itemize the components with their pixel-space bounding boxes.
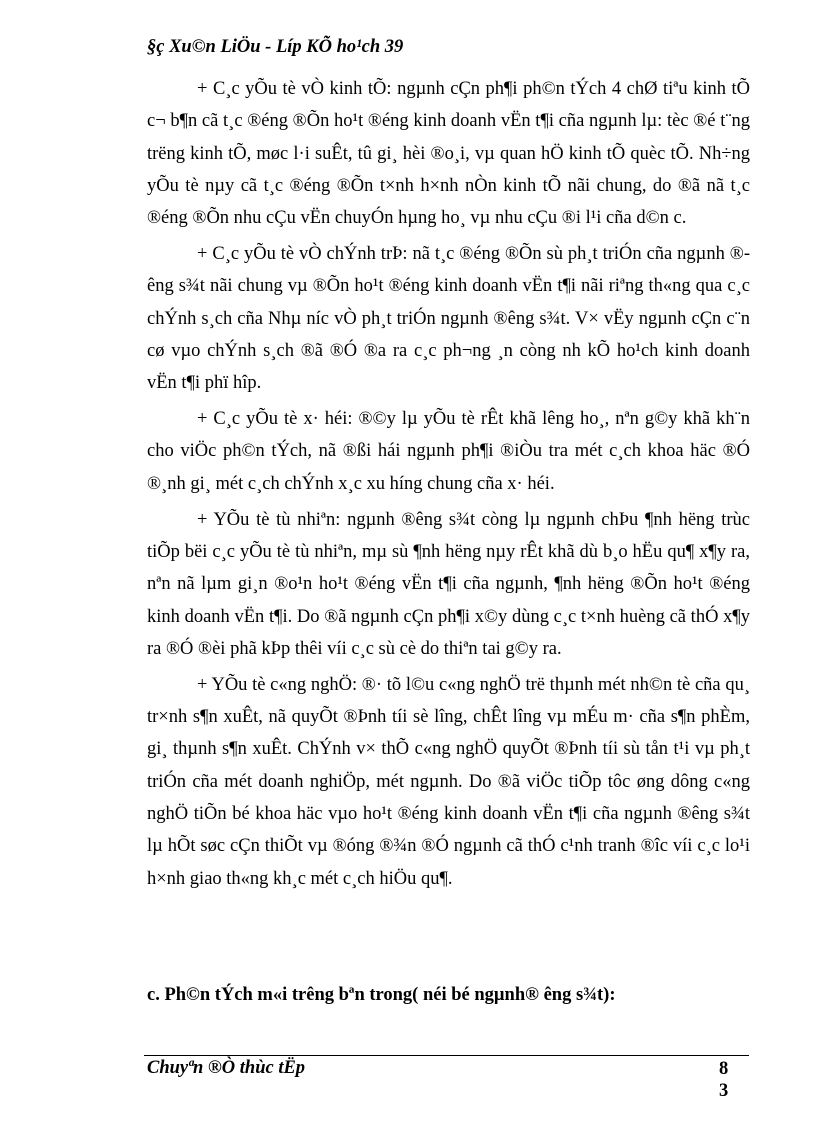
section-heading: c. Ph©n tÝch m«i trêng bªn trong( néi bé ngµnh® êng s¾t):: [147, 985, 616, 1005]
footer-title: Chuyªn ®Ò thùc tËp: [147, 1058, 306, 1078]
paragraph-economic-factors: + C¸c yÕu tè vÒ kinh tÕ: ngµnh cÇn ph¶i ph©n tÝch 4 chØ tiªu kinh tÕ c¬ b¶n cã t¸c ®éng ®Õn ho¹t ®éng kinh doanh vËn t¶i cña ngµnh lµ: tèc ®é t¨ng trëng kinh tÕ, møc l·i suÊt, tû gi¸ hèi ®o¸i, vµ quan hÖ kinh tÕ quèc tÕ. Nh÷ng yÕu tè nµy cã t¸c ®éng ®Õn t×nh h×nh nÒn kinh tÕ nãi chung, do ®ã nã t¸c ®éng ®Õn nhu cÇu vËn chuyÓn hµng ho¸ vµ nhu cÇu ®i l¹i cña d©n c.: [147, 79, 750, 229]
body-text: [147, 73, 750, 898]
paragraph-technology-factors: + YÕu tè c«ng nghÖ: ®· tõ l©u c«ng nghÖ trë thµnh mét nh©n tè cña qu¸ tr×nh s¶n xuÊt, nã quyÕt ®Þnh tíi sè lîng, chÊt lîng vµ mÉu m· cña s¶n phÈm, gi¸ thµnh s¶n xuÊt. ChÝnh v× thÕ c«ng nghÖ quyÕt ®Þnh tíi sù tån t¹i vµ ph¸t triÓn cña mét doanh nghiÖp, mét ngµnh. Do ®ã viÖc tiÕp tôc øng dông c«ng nghÖ tiÕn bé khoa häc vµo ho¹t ®éng kinh doanh vËn t¶i cña ngµnh ®êng s¾t lµ hÕt søc cÇn thiÕt vµ ®óng ®¾n ®Ó ngµnh cã thÓ c¹nh tranh ®îc víi c¸c lo¹i h×nh giao th«ng kh¸c mét c¸ch hiÖu qu¶.: [147, 674, 750, 889]
footer-divider: [144, 1055, 749, 1056]
page-header-title: §ç Xu©n LiÖu - Líp KÕ ho¹ch 39: [147, 37, 404, 57]
paragraph-political-factors: + C¸c yÕu tè vÒ chÝnh trÞ: nã t¸c ®éng ®Õn sù ph¸t triÓn cña ngµnh ®êng s¾t nãi chung vµ ®Õn ho¹t ®éng kinh doanh vËn t¶i nãi riªng th«ng qua c¸c chÝnh s¸ch cña Nhµ níc vÒ ph¸t triÓn ngµnh ®êng s¾t. V× vËy ngµnh cÇn c¨n cø vµo chÝnh s¸ch ®ã ®Ó ®a ra c¸c ph¬ng ¸n còng nh kÕ ho¹ch kinh doanh vËn t¶i phï hîp.: [147, 244, 750, 394]
page-number-line-1: 8: [719, 1059, 729, 1079]
page-number: [719, 1058, 728, 1102]
paragraph-social-factors: + C¸c yÕu tè x· héi: ®©y lµ yÕu tè rÊt khã lêng ho¸, nªn g©y khã kh¨n cho viÖc ph©n tÝch, nã ®ßi hái ngµnh ph¶i ®iÒu tra mét c¸ch khoa häc ®Ó ®¸nh gi¸ mét c¸ch chÝnh x¸c xu híng chung cña x· héi.: [147, 409, 750, 494]
paragraph-natural-factors: + YÕu tè tù nhiªn: ngµnh ®êng s¾t còng lµ ngµnh chÞu ¶nh hëng trùc tiÕp bëi c¸c yÕu tè tù nhiªn, mµ sù ¶nh hëng nµy rÊt khã dù b¸o hËu qu¶ x¶y ra, nªn nã lµm gi¸n ®o¹n ho¹t ®éng vËn t¶i cña ngµnh, ¶nh hëng ®Õn ho¹t ®éng kinh doanh vËn t¶i. Do ®ã ngµnh cÇn ph¶i x©y dùng c¸c t×nh huèng cã thÓ x¶y ra ®Ó ®èi phã kÞp thêi víi c¸c sù cè do thiªn tai g©y ra.: [147, 509, 750, 659]
page-number-line-2: 3: [719, 1081, 729, 1101]
